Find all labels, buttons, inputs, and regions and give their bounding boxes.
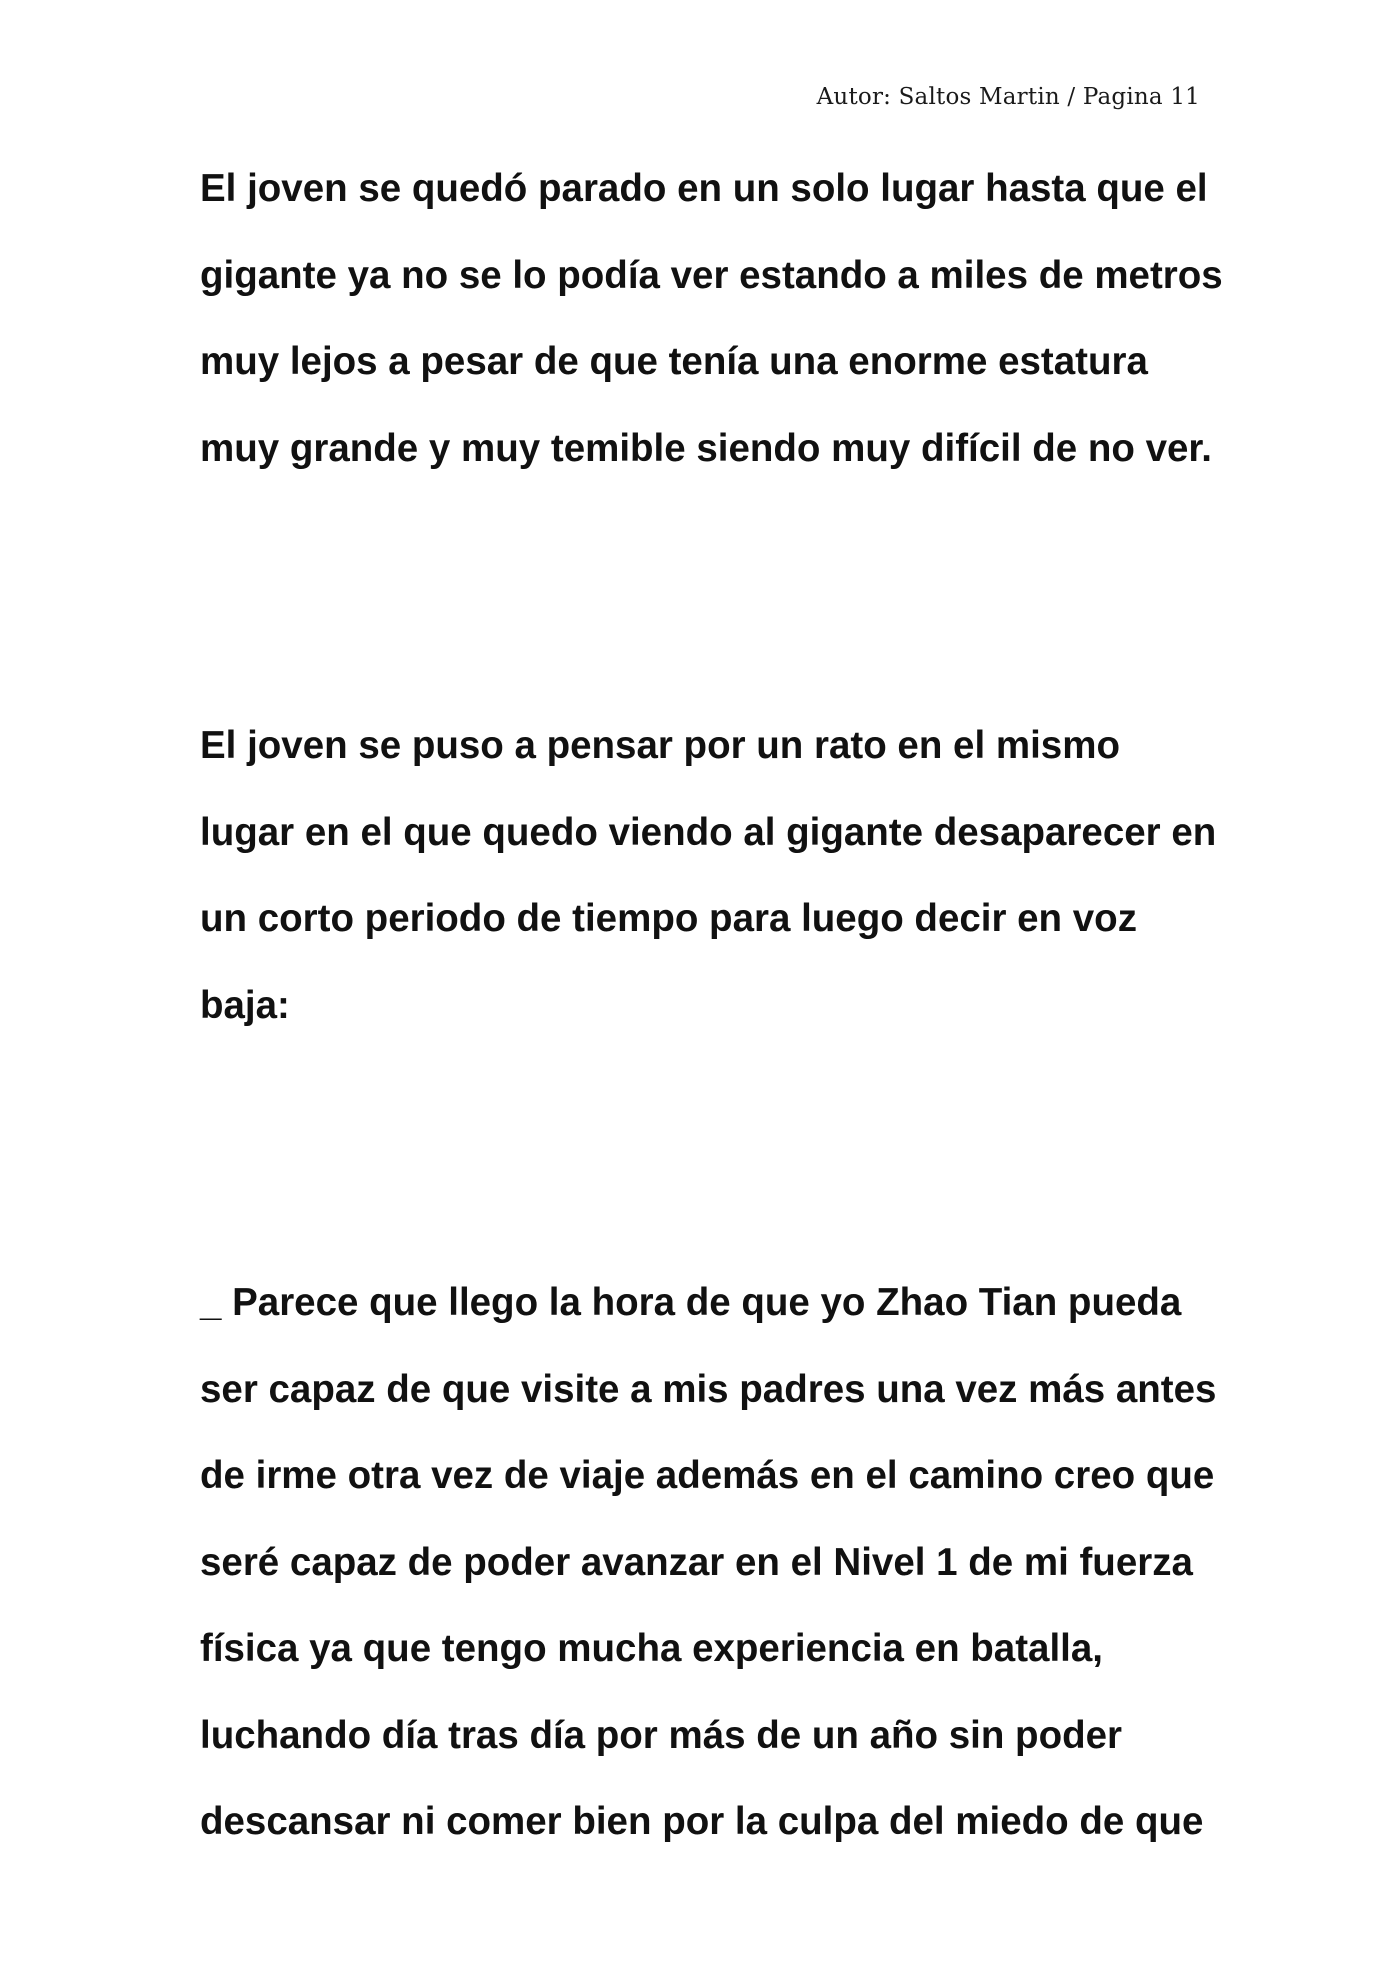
text-line: seré capaz de poder avanzar en el Nivel 1 de mi fuerza (200, 1540, 1193, 1584)
paragraph-1 (200, 160, 1240, 506)
text-line: El joven se quedó parado en un solo lugar hasta que el (200, 167, 1208, 210)
text-line: muy lejos a pesar de que tenía una enorme estatura (200, 340, 1148, 383)
text-line: física ya que tengo mucha experiencia en batalla, (200, 1627, 1103, 1670)
text-line: un corto periodo de tiempo para luego decir en voz (200, 897, 1137, 940)
text-line: El joven se puso a pensar por un rato en el mismo (200, 724, 1120, 767)
text-line: muy grande y muy temible siendo muy difícil de no ver. (200, 426, 1212, 470)
text-line: de irme otra vez de viaje además en el camino creo que (200, 1454, 1215, 1497)
page-header: Autor: Saltos Martin / Pagina 11 (816, 84, 1200, 110)
paragraph-spacer (200, 1063, 1240, 1274)
text-line: ser capaz de que visite a mis padres una vez más antes (200, 1367, 1217, 1411)
text-line: lugar en el que quedo viendo al gigante desaparecer en (200, 810, 1217, 854)
text-line: baja: (200, 983, 290, 1027)
body-text (200, 160, 1240, 1880)
text-line: gigante ya no se lo podía ver estando a miles de metros (200, 253, 1223, 297)
paragraph-spacer (200, 506, 1240, 717)
paragraph-3 (200, 1274, 1240, 1880)
text-line: descansar ni comer bien por la culpa del miedo de que (200, 1800, 1204, 1843)
text-line: _ Parece que llego la hora de que yo Zhao Tian pueda (200, 1281, 1182, 1324)
paragraph-2 (200, 717, 1240, 1063)
text-line: luchando día tras día por más de un año sin poder (200, 1713, 1123, 1757)
